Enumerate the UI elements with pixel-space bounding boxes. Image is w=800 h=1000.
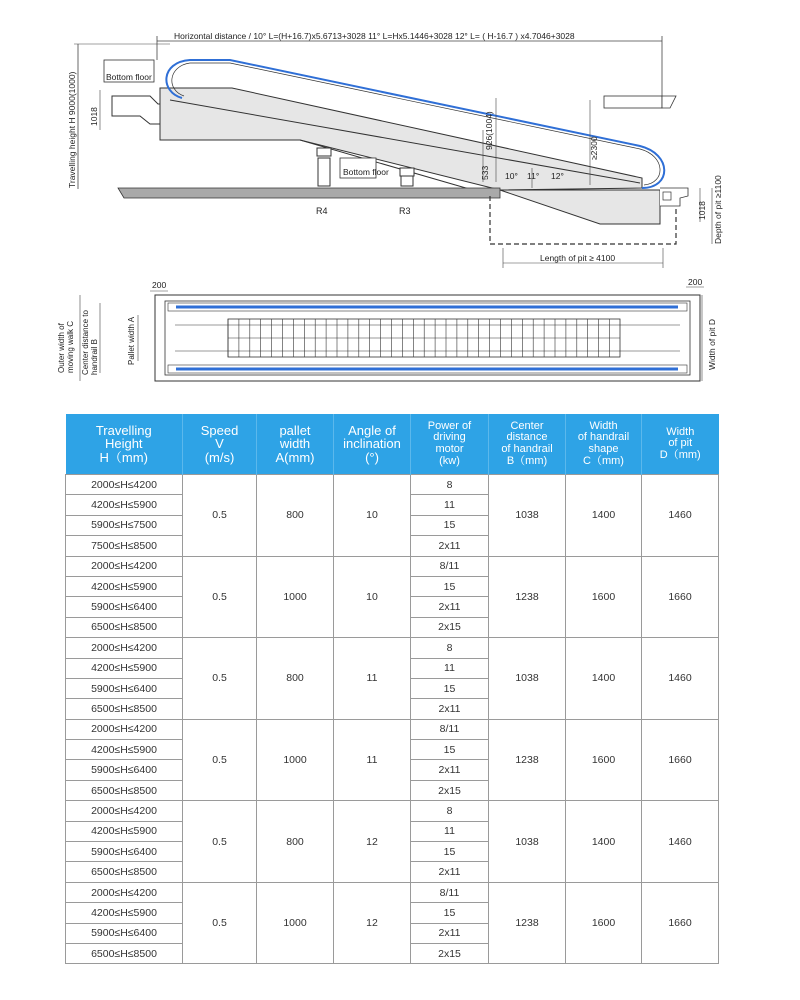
height-range-cell: 2000≤H≤4200 [66, 719, 183, 739]
table-header-row [66, 414, 719, 475]
table-row [66, 719, 719, 739]
motor-power-cell: 2x15 [411, 943, 489, 963]
angle-11: 11° [527, 171, 540, 181]
table-row [66, 638, 719, 658]
motor-power-cell: 2x11 [411, 862, 489, 882]
pallet-width-cell: 1000 [257, 882, 334, 964]
depth-of-pit-label: Depth of pit ≥1100 [713, 175, 723, 244]
header-line: inclination [343, 436, 401, 452]
pallet-width-cell: 800 [257, 475, 334, 557]
height-range-cell: 2000≤H≤4200 [66, 556, 183, 576]
pallet-width-cell: 1000 [257, 719, 334, 801]
pallet-width-cell: 800 [257, 638, 334, 720]
height-range-cell: 5900≤H≤6400 [66, 678, 183, 698]
dim-2300: ≥2300 [589, 136, 599, 160]
side-elevation-drawing [0, 0, 800, 275]
header-cell [66, 414, 183, 475]
header-line: Power of [427, 419, 472, 432]
handrail-width-cell: 1400 [566, 638, 642, 720]
pit-width-cell: 1660 [642, 719, 719, 801]
height-range-cell: 2000≤H≤4200 [66, 475, 183, 495]
motor-power-cell: 2x11 [411, 760, 489, 780]
motor-power-cell: 15 [411, 903, 489, 923]
header-line: width [279, 436, 311, 452]
angle-cell: 12 [334, 801, 411, 883]
pallet-grid [175, 319, 680, 357]
support-r3-label: R3 [399, 206, 411, 216]
center-distance-cell: 1238 [489, 556, 566, 638]
pit-width-cell: 1460 [642, 801, 719, 883]
center-distance-cell: 1238 [489, 719, 566, 801]
height-range-cell: 4200≤H≤5900 [66, 495, 183, 515]
table-row [66, 475, 719, 495]
motor-power-cell: 2x11 [411, 923, 489, 943]
header-line: pallet [279, 422, 311, 438]
motor-power-cell: 15 [411, 576, 489, 596]
support-r3 [400, 168, 414, 186]
speed-cell: 0.5 [183, 882, 257, 964]
header-line: Speed [200, 422, 239, 438]
center-distance-cell: 1038 [489, 801, 566, 883]
table-row [66, 556, 719, 576]
header-line: shape [588, 443, 619, 455]
angle-cell: 11 [334, 638, 411, 720]
center-distance-cell: 1038 [489, 638, 566, 720]
height-range-cell: 6500≤H≤8500 [66, 780, 183, 800]
motor-power-cell: 15 [411, 740, 489, 760]
height-range-cell: 4200≤H≤5900 [66, 821, 183, 841]
plan-view-drawing [0, 275, 800, 395]
height-range-cell: 5900≤H≤7500 [66, 515, 183, 535]
motor-power-cell: 8/11 [411, 719, 489, 739]
angle-cell: 10 [334, 475, 411, 557]
specification-table [65, 414, 719, 964]
angle-10: 10° [505, 171, 518, 181]
header-line: motor [435, 443, 464, 455]
speed-cell: 0.5 [183, 556, 257, 638]
header-line: distance [506, 431, 548, 444]
header-line: Width [589, 419, 618, 432]
header-line: of pit [668, 437, 693, 450]
motor-power-cell: 2x15 [411, 780, 489, 800]
handrail-width-cell: 1600 [566, 882, 642, 964]
pallet-width-cell: 800 [257, 801, 334, 883]
height-range-cell: 5900≤H≤6400 [66, 760, 183, 780]
length-of-pit-label: Length of pit ≥ 4100 [540, 253, 616, 263]
header-line: (m/s) [204, 449, 235, 465]
header-line: C（mm) [583, 454, 624, 467]
dim-1018-right: 1018 [697, 201, 707, 220]
angle-cell: 12 [334, 882, 411, 964]
header-line: Center [510, 419, 544, 432]
height-range-cell: 7500≤H≤8500 [66, 536, 183, 556]
pallet-width-label: Pallet width A [127, 316, 136, 365]
dim-200-right: 200 [688, 277, 703, 287]
motor-power-cell: 15 [411, 515, 489, 535]
header-line: Width [666, 425, 695, 438]
height-range-cell: 2000≤H≤4200 [66, 801, 183, 821]
header-line: A(mm) [275, 449, 315, 465]
header-cell [411, 414, 489, 475]
height-range-cell: 4200≤H≤5900 [66, 576, 183, 596]
header-line: Travelling [95, 422, 152, 438]
handrail-width-cell: 1400 [566, 801, 642, 883]
speed-cell: 0.5 [183, 719, 257, 801]
header-cell [642, 414, 719, 475]
support-r4-label: R4 [316, 206, 328, 216]
height-range-cell: 5900≤H≤6400 [66, 923, 183, 943]
travelling-height-label: Travelling height H 9000(1000) [67, 71, 77, 188]
header-cell [183, 414, 257, 475]
handrail-width-cell: 1600 [566, 556, 642, 638]
header-line: D（mm) [659, 448, 701, 461]
header-line: H（mm) [99, 449, 148, 465]
motor-power-cell: 2x15 [411, 617, 489, 637]
angle-cell: 10 [334, 556, 411, 638]
header-cell [334, 414, 411, 475]
motor-power-cell: 8 [411, 475, 489, 495]
motor-power-cell: 15 [411, 842, 489, 862]
angle-12: 12° [551, 171, 564, 181]
motor-power-cell: 8 [411, 638, 489, 658]
header-cell [489, 414, 566, 475]
width-of-pit-label: Width of pit D [707, 318, 717, 370]
speed-cell: 0.5 [183, 801, 257, 883]
header-line: driving [433, 431, 466, 444]
motor-power-cell: 2x11 [411, 536, 489, 556]
dim-1018-left: 1018 [89, 107, 99, 126]
speed-cell: 0.5 [183, 475, 257, 557]
height-range-cell: 5900≤H≤6400 [66, 597, 183, 617]
header-line: (°) [365, 449, 379, 465]
table-row [66, 882, 719, 902]
header-cell [257, 414, 334, 475]
center-distance-cell: 1238 [489, 882, 566, 964]
header-line: Height [104, 436, 143, 452]
height-range-cell: 6500≤H≤8500 [66, 617, 183, 637]
height-range-cell: 6500≤H≤8500 [66, 862, 183, 882]
motor-power-cell: 2x11 [411, 597, 489, 617]
height-range-cell: 4200≤H≤5900 [66, 903, 183, 923]
table-row [66, 801, 719, 821]
height-range-cell: 5900≤H≤6400 [66, 842, 183, 862]
motor-power-cell: 15 [411, 678, 489, 698]
pallet-width-cell: 1000 [257, 556, 334, 638]
dim-926: 926(1004) [484, 111, 494, 150]
height-range-cell: 4200≤H≤5900 [66, 740, 183, 760]
motor-power-cell: 8 [411, 801, 489, 821]
header-line: V [215, 436, 224, 452]
motor-power-cell: 11 [411, 495, 489, 515]
height-range-cell: 2000≤H≤4200 [66, 638, 183, 658]
height-range-cell: 6500≤H≤8500 [66, 699, 183, 719]
speed-cell: 0.5 [183, 638, 257, 720]
handrail-width-cell: 1600 [566, 719, 642, 801]
motor-power-cell: 8/11 [411, 556, 489, 576]
handrail-width-cell: 1400 [566, 475, 642, 557]
header-line: of handrail [577, 431, 630, 444]
angle-cell: 11 [334, 719, 411, 801]
motor-power-cell: 8/11 [411, 882, 489, 902]
pit-width-cell: 1660 [642, 882, 719, 964]
dim-533: 533 [480, 165, 490, 180]
horizontal-distance-label: Horizontal distance / 10° L=(H+16.7)x5.6713+3028 11° L=Hx5.1446+3028 12° L= ( H-16.7 ) x4.7046+3028 [174, 31, 575, 41]
header-line: B（mm) [506, 454, 548, 467]
height-range-cell: 4200≤H≤5900 [66, 658, 183, 678]
bottom-floor-label-top: Bottom floor [106, 72, 152, 82]
header-line: of handrail [501, 443, 553, 455]
bottom-floor-label-bottom: Bottom floor [343, 167, 389, 177]
height-range-cell: 6500≤H≤8500 [66, 943, 183, 963]
center-distance-label: Center distance tohandrail B [81, 310, 99, 375]
header-line: (kw) [439, 454, 460, 467]
motor-power-cell: 2x11 [411, 699, 489, 719]
outer-width-label: Outer width ofmoving walk C [57, 320, 75, 373]
motor-power-cell: 11 [411, 821, 489, 841]
pit-width-cell: 1460 [642, 638, 719, 720]
pit-width-cell: 1660 [642, 556, 719, 638]
header-line: Angle of [348, 422, 396, 438]
center-distance-cell: 1038 [489, 475, 566, 557]
dim-200-left: 200 [152, 280, 167, 290]
height-range-cell: 2000≤H≤4200 [66, 882, 183, 902]
support-r4 [317, 148, 331, 186]
header-cell [566, 414, 642, 475]
pit-width-cell: 1460 [642, 475, 719, 557]
motor-power-cell: 11 [411, 658, 489, 678]
